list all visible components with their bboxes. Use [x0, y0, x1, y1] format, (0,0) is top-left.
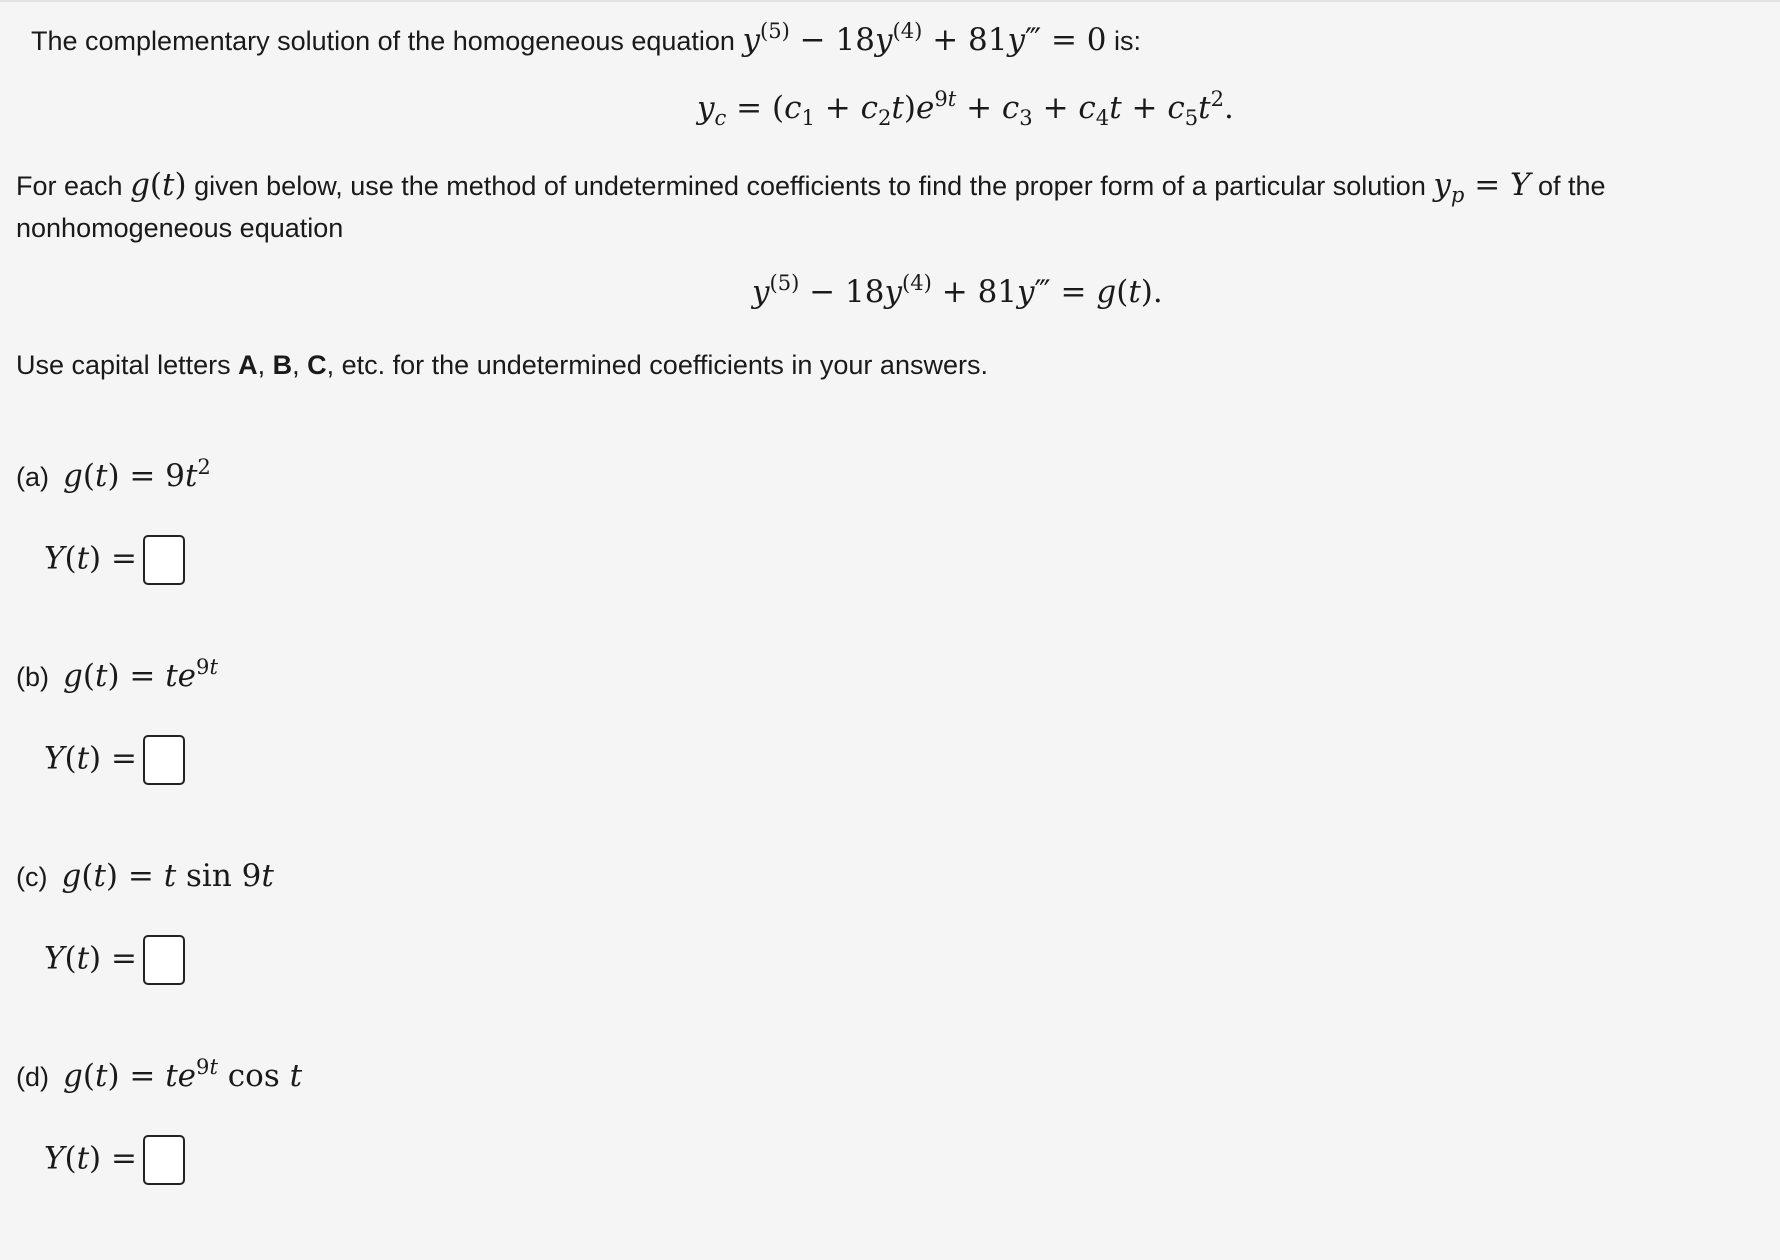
top-divider — [0, 0, 1780, 2]
letter-c: C — [307, 350, 327, 380]
part-d-label: (d) — [16, 1062, 49, 1092]
part-b-heading — [16, 653, 218, 694]
separator: , — [292, 350, 308, 380]
part-b-answer-label: Y(t) = — [44, 740, 137, 777]
part-b-label: (b) — [16, 662, 49, 692]
intro-text-after: is: — [1106, 26, 1142, 56]
separator: , — [257, 350, 273, 380]
intro-text-before: The complementary solution of the homogeneous equation — [31, 26, 743, 56]
part-d-g: $g(t) = te^{9t}$ cos t — [63, 1053, 303, 1094]
part-a-answer-input[interactable] — [143, 535, 185, 585]
part-c-answer-label: Y(t) = — [44, 940, 137, 977]
part-a-answer-label: Y(t) = — [44, 540, 137, 577]
note-text: , etc. for the undetermined coefficients in your answers. — [326, 350, 988, 380]
part-a-answer-row — [44, 535, 185, 585]
part-d-heading — [16, 1053, 303, 1094]
g-symbol: g(t) — [130, 167, 187, 203]
part-c-answer-input[interactable] — [143, 935, 185, 985]
part-b-answer-input[interactable] — [143, 735, 185, 785]
letter-a: A — [238, 350, 258, 380]
instructions-text: For each — [16, 171, 131, 201]
part-b-answer-row — [44, 735, 185, 785]
part-d-answer-input[interactable] — [143, 1135, 185, 1185]
part-a-label: (a) — [16, 462, 49, 492]
complementary-solution: $y_c = (c_1 + c_2t)e^{9t} + c_3 + c_4t + c_5t^2$. — [697, 85, 1234, 131]
capital-letters-note — [16, 350, 988, 381]
part-d-answer-label: Y(t) = — [44, 1140, 137, 1177]
part-a-g: $g(t) = 9t^2$ — [63, 453, 211, 494]
part-c-answer-row — [44, 935, 185, 985]
note-text: Use capital letters — [16, 350, 239, 380]
instructions-text: given below, use the method of undetermined coefficients to find the proper form of a particular solution — [186, 171, 1434, 201]
part-c-g: g(t) = t sin 9t — [61, 858, 274, 894]
letter-b: B — [272, 350, 293, 380]
instructions-paragraph — [16, 164, 1756, 249]
part-a-heading — [16, 453, 211, 494]
nonhomogeneous-ode: $y^{(5)} - 18y^{(4)}$ + 81y‴ = g(t). — [752, 269, 1163, 310]
part-c-heading — [16, 858, 274, 894]
yp-symbol: $y_p = Y$ — [1433, 167, 1531, 208]
homogeneous-ode: $y^{(5)} - 18y^{(4)}$ + 81y‴ = 0 — [742, 17, 1107, 58]
part-d-answer-row — [44, 1135, 185, 1185]
part-c-label: (c) — [16, 862, 48, 892]
part-b-g: $g(t) = te^{9t}$ — [63, 653, 218, 694]
instructions-text: of the nonhomogeneous equation — [16, 171, 1606, 243]
intro-text — [31, 17, 1142, 58]
